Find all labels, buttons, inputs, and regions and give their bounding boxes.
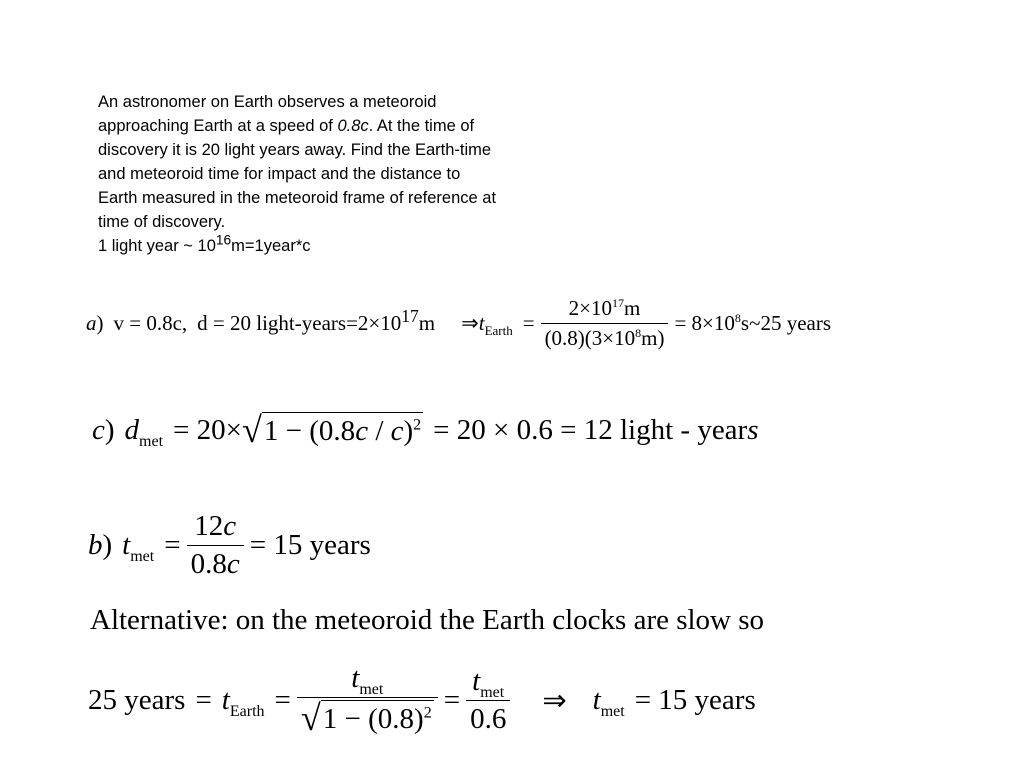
simplified-fraction: $\frac{t_{met}}{0.6}$ <box>466 665 510 736</box>
problem-part-2: . At the time of discovery it is 20 light years away. Find the Earth-time and meteoroid time for impact and the distance to Earth measured in the meteoroid frame of reference at time of discovery. <box>98 117 497 231</box>
equation-c: c) $d_{met}$ = 20× √ 1 − (0.8c / c)$^2$ = 20 × 0.6 = 12 light - years <box>92 410 759 450</box>
problem-part-1: An astronomer on Earth observes a meteoroid approaching Earth at a speed of <box>98 93 437 135</box>
light-year-note: 1 light year ~ $10^{16}m=1year*c$ <box>98 232 311 255</box>
meteoroid-time-fraction: $\frac{12c}{0.8c}$ <box>187 510 244 581</box>
meteoroid-time-result: = 15 years <box>249 529 371 561</box>
equation-b: b) $t_{met}$ = $\frac{12c}{0.8c}$ = 15 years <box>88 510 371 580</box>
equation-a-label: a) <box>86 311 104 335</box>
alt-implies-arrow: ⇒ <box>542 684 567 717</box>
sqrt-contraction: √ 1 − (0.8c / c)$^2$ <box>242 410 422 450</box>
alternative-text: Alternative: on the meteoroid the Earth clocks are slow so <box>90 604 765 636</box>
time-fraction: $\frac{2\times 10^{17}m}{(0.8)(3\times 10^8m)}$ <box>541 296 669 351</box>
equation-alternative: 25 years = $t_{Earth}$ = $t_{met}$ √ $1 - (0.8)^2$ = $\frac{t_{met}}{0.6}$ ⇒ $t_{met}$ = 15 years <box>88 662 756 738</box>
distance-result: = 20 × 0.6 = 12 light - years <box>433 413 759 446</box>
alt-t-met: $t_{met}$ <box>592 683 625 720</box>
t-met: $t_{met}$ <box>122 529 155 565</box>
alt-lhs: 25 years <box>88 683 186 716</box>
distance-expression: d = 20 light-$years=2\times 10^{17}m$ <box>197 306 436 335</box>
alt-result: = 15 years <box>634 683 756 716</box>
equation-b-label: b) <box>88 529 113 561</box>
d-met: $d_{met}$ <box>124 413 164 450</box>
equation-a: a) v = 0.8c, d = 20 light-$years=2\times 10^{17}m$ ⇒ $t_{Earth}$ = $\frac{2\times 10^{17}m}{(0.8)(3\times 10^8m)}$ = $8\times 10^8s\sim 25$ years <box>86 296 831 350</box>
dilation-fraction: $t_{met}$ √ $1 - (0.8)^2$ <box>297 662 438 738</box>
implies-arrow: ⇒ <box>461 311 479 335</box>
alt-t-earth: $t_{Earth}$ <box>221 683 265 720</box>
equation-c-label: c) <box>92 413 115 446</box>
problem-statement <box>98 90 498 258</box>
t-earth: $t_{Earth}$ <box>478 311 513 339</box>
velocity-expression: v = 0.8c, <box>113 311 188 335</box>
problem-text <box>98 90 498 234</box>
speed-value: 0.8c <box>337 117 369 135</box>
time-result: = $8\times 10^8s\sim 25$ years <box>674 311 831 335</box>
